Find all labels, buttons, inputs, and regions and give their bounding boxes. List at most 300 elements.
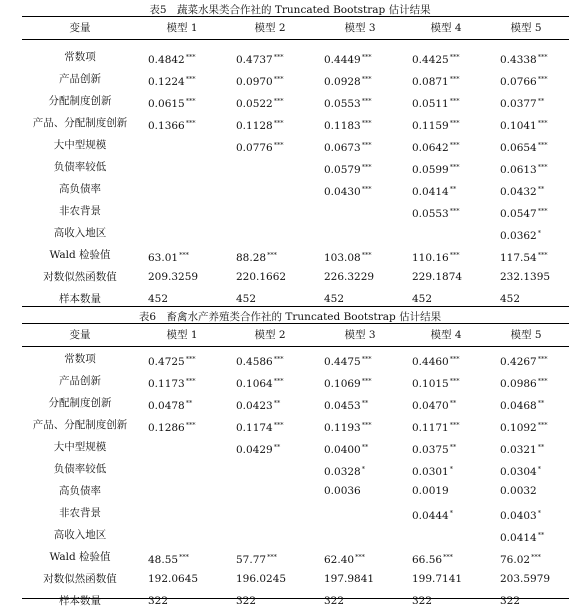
row-label: 分配制度创新	[48, 95, 112, 107]
significance-stars: ***	[537, 355, 548, 363]
significance-stars: *	[537, 509, 541, 517]
table-cell	[500, 483, 537, 499]
row-label: 产品创新	[59, 73, 101, 85]
table-cell	[236, 373, 284, 392]
table-cell	[324, 247, 372, 266]
table-row	[22, 505, 569, 521]
table-cell	[148, 395, 192, 414]
significance-stars: ***	[449, 119, 460, 127]
table-rule	[22, 323, 569, 324]
table-cell	[500, 461, 541, 480]
table-cell	[500, 203, 548, 222]
significance-stars: **	[537, 399, 545, 407]
significance-stars: **	[185, 399, 193, 407]
table-cell	[236, 291, 256, 307]
table-cell	[148, 247, 189, 266]
cell-value: 0.0453	[324, 400, 361, 412]
cell-value: 0.0362	[500, 230, 537, 242]
table-cell	[412, 571, 462, 587]
cell-value: 452	[324, 293, 345, 305]
row-label: 产品创新	[59, 375, 101, 387]
column-header: 模型 3	[344, 22, 376, 34]
cell-value: 76.02	[500, 554, 531, 566]
significance-stars: ***	[361, 163, 372, 171]
table-rule	[22, 346, 569, 347]
significance-stars: ***	[361, 421, 372, 429]
table-row	[22, 439, 569, 455]
significance-stars: ***	[361, 97, 372, 105]
table-cell	[500, 225, 541, 244]
table-rule	[22, 39, 569, 40]
table-cell	[412, 49, 460, 68]
table-cell	[236, 593, 256, 609]
significance-stars: ***	[537, 377, 548, 385]
significance-stars: ***	[273, 355, 284, 363]
cell-value: 0.0470	[412, 400, 449, 412]
table-cell	[412, 71, 460, 90]
cell-value: 0.4338	[500, 54, 537, 66]
table-cell	[148, 571, 198, 587]
table-row	[22, 593, 569, 609]
significance-stars: ***	[273, 119, 284, 127]
table-cell	[324, 351, 372, 370]
cell-value: 0.0871	[412, 76, 449, 88]
cell-value: 0.0414	[412, 186, 449, 198]
column-header: 模型 4	[430, 329, 462, 341]
table-row	[22, 181, 569, 197]
significance-stars: ***	[355, 553, 365, 561]
cell-value: 0.0375	[412, 444, 449, 456]
cell-value: 196.0245	[236, 573, 287, 585]
table-cell	[148, 417, 196, 436]
cell-value: 0.1015	[412, 378, 449, 390]
table-cell	[236, 49, 284, 68]
cell-value: 88.28	[236, 252, 267, 264]
significance-stars: ***	[185, 421, 196, 429]
cell-value: 452	[500, 293, 521, 305]
table-cell	[236, 439, 280, 458]
table-cell	[148, 351, 196, 370]
cell-value: 63.01	[148, 252, 179, 264]
cell-value: 452	[148, 293, 169, 305]
table-cell	[324, 373, 372, 392]
table-row	[22, 527, 569, 543]
table-cell	[412, 373, 460, 392]
significance-stars: ***	[273, 75, 284, 83]
column-header: 模型 2	[254, 329, 286, 341]
significance-stars: **	[449, 185, 457, 193]
significance-stars: ***	[273, 421, 284, 429]
cell-value: 0.4267	[500, 356, 537, 368]
significance-stars: *	[537, 229, 541, 237]
row-label: 对数似然函数值	[43, 573, 117, 585]
cell-value: 62.40	[324, 554, 355, 566]
table-cell	[324, 593, 344, 609]
row-label: 负债率较低	[53, 161, 107, 173]
cell-value: 117.54	[500, 252, 537, 264]
cell-value: 57.77	[236, 554, 267, 566]
cell-value: 0.0673	[324, 142, 361, 154]
significance-stars: ***	[537, 53, 548, 61]
significance-stars: ***	[361, 119, 372, 127]
table-cell	[148, 93, 196, 112]
significance-stars: ***	[449, 251, 460, 259]
cell-value: 0.0522	[236, 98, 273, 110]
cell-value: 0.1224	[148, 76, 185, 88]
column-header: 模型 3	[344, 329, 376, 341]
cell-value: 0.0400	[324, 444, 361, 456]
table-row	[22, 291, 569, 307]
table-cell	[324, 395, 368, 414]
cell-value: 0.0579	[324, 164, 361, 176]
cell-value: 0.1069	[324, 378, 361, 390]
cell-value: 0.0511	[412, 98, 449, 110]
significance-stars: **	[273, 443, 281, 451]
table-cell	[324, 483, 361, 499]
table-cell	[500, 505, 541, 524]
cell-value: 0.0432	[500, 186, 537, 198]
row-label: 产品、分配制度创新	[32, 117, 128, 129]
table-cell	[500, 159, 548, 178]
row-label: 高负债率	[59, 485, 101, 497]
cell-value: 203.5979	[500, 573, 551, 585]
table-cell	[412, 417, 460, 436]
significance-stars: ***	[537, 141, 548, 149]
table-cell	[412, 593, 432, 609]
table-cell	[324, 269, 374, 285]
significance-stars: *	[361, 465, 365, 473]
cell-value: 0.4842	[148, 54, 185, 66]
row-label: 常数项	[64, 353, 96, 365]
table-row	[22, 247, 569, 263]
cell-value: 0.1128	[236, 120, 273, 132]
cell-value: 0.0301	[412, 466, 449, 478]
significance-stars: **	[449, 399, 457, 407]
significance-stars: ***	[449, 421, 460, 429]
table-cell	[500, 291, 520, 307]
table-row	[22, 417, 569, 433]
row-label: 高收入地区	[53, 529, 107, 541]
table-row	[22, 373, 569, 389]
significance-stars: **	[537, 185, 545, 193]
table-cell	[236, 93, 284, 112]
table-cell	[500, 593, 520, 609]
table-title: 表6 畜禽水产养殖类合作社的 Truncated Bootstrap 估计结果	[138, 311, 442, 323]
significance-stars: ***	[273, 141, 284, 149]
table-cell	[148, 269, 198, 285]
table-title: 表5 蔬菜水果类合作社的 Truncated Bootstrap 估计结果	[149, 4, 431, 16]
cell-value: 229.1874	[412, 271, 463, 283]
cell-value: 0.0615	[148, 98, 185, 110]
significance-stars: ***	[449, 75, 460, 83]
table-cell	[148, 373, 196, 392]
row-label: 高负债率	[59, 183, 101, 195]
table-cell	[412, 461, 453, 480]
row-label: 负债率较低	[53, 463, 107, 475]
table-cell	[236, 247, 277, 266]
cell-value: 0.4460	[412, 356, 449, 368]
table-cell	[412, 247, 460, 266]
cell-value: 0.0019	[412, 485, 449, 497]
cell-value: 0.0430	[324, 186, 361, 198]
row-label: 样本数量	[59, 595, 101, 607]
cell-value: 110.16	[412, 252, 449, 264]
table-cell	[412, 291, 432, 307]
cell-value: 226.3229	[324, 271, 375, 283]
table-cell	[500, 137, 548, 156]
cell-value: 0.0321	[500, 444, 537, 456]
row-label: 常数项	[64, 51, 96, 63]
cell-value: 0.1366	[148, 120, 185, 132]
table-cell	[412, 351, 460, 370]
significance-stars: ***	[361, 185, 372, 193]
significance-stars: ***	[449, 377, 460, 385]
table-row	[22, 461, 569, 477]
table-cell	[500, 269, 550, 285]
significance-stars: ***	[361, 377, 372, 385]
table-row	[22, 159, 569, 175]
cell-value: 0.1193	[324, 422, 361, 434]
table-row	[22, 269, 569, 285]
table-cell	[500, 351, 548, 370]
cell-value: 0.0654	[500, 142, 537, 154]
table-cell	[148, 593, 168, 609]
cell-value: 0.4449	[324, 54, 361, 66]
column-header: 模型 4	[430, 22, 462, 34]
table-cell	[148, 549, 189, 568]
table-cell	[324, 417, 372, 436]
row-label: 大中型规模	[53, 441, 107, 453]
cell-value: 0.0928	[324, 76, 361, 88]
table-cell	[236, 395, 280, 414]
table-cell	[500, 527, 544, 546]
table-cell	[324, 439, 368, 458]
cell-value: 209.3259	[148, 271, 199, 283]
cell-value: 0.0599	[412, 164, 449, 176]
table-cell	[500, 71, 548, 90]
significance-stars: ***	[179, 553, 189, 561]
significance-stars: ***	[449, 53, 460, 61]
table-row	[22, 203, 569, 219]
significance-stars: ***	[531, 553, 541, 561]
table-cell	[500, 571, 550, 587]
significance-stars: ***	[273, 53, 284, 61]
significance-stars: ***	[185, 377, 196, 385]
significance-stars: **	[449, 443, 457, 451]
cell-value: 0.4737	[236, 54, 273, 66]
table-row	[22, 225, 569, 241]
table-cell	[500, 395, 544, 414]
cell-value: 0.0414	[500, 532, 537, 544]
table-cell	[500, 247, 548, 266]
cell-value: 0.0423	[236, 400, 273, 412]
table-cell	[148, 71, 196, 90]
significance-stars: ***	[449, 141, 460, 149]
table-cell	[500, 93, 544, 112]
table-cell	[324, 71, 372, 90]
cell-value: 322	[500, 595, 521, 607]
table-cell	[412, 203, 460, 222]
table-cell	[236, 549, 277, 568]
significance-stars: ***	[361, 251, 372, 259]
significance-stars: ***	[537, 207, 548, 215]
table-cell	[324, 115, 372, 134]
significance-stars: ***	[179, 251, 189, 259]
table-cell	[324, 137, 372, 156]
table-row	[22, 483, 569, 499]
table-cell	[500, 115, 548, 134]
table-cell	[148, 115, 196, 134]
significance-stars: **	[537, 443, 545, 451]
significance-stars: ***	[449, 163, 460, 171]
significance-stars: ***	[185, 97, 196, 105]
significance-stars: **	[361, 399, 369, 407]
table-row	[22, 115, 569, 131]
cell-value: 232.1395	[500, 271, 551, 283]
table-rule	[22, 16, 569, 17]
table-row	[22, 395, 569, 411]
cell-value: 0.1174	[236, 422, 273, 434]
table-cell	[500, 439, 544, 458]
significance-stars: **	[537, 531, 545, 539]
cell-value: 0.0970	[236, 76, 273, 88]
row-label: Wald 检验值	[49, 249, 111, 261]
significance-stars: ***	[273, 377, 284, 385]
table-cell	[148, 49, 196, 68]
significance-stars: *	[449, 465, 453, 473]
cell-value: 0.1286	[148, 422, 185, 434]
cell-value: 0.0328	[324, 466, 361, 478]
table-row	[22, 571, 569, 587]
table-cell	[324, 93, 372, 112]
cell-value: 0.0613	[500, 164, 537, 176]
cell-value: 0.0036	[324, 485, 361, 497]
table-cell	[412, 159, 460, 178]
table-row	[22, 137, 569, 153]
table-cell	[236, 417, 284, 436]
table-cell	[412, 181, 456, 200]
cell-value: 0.1064	[236, 378, 273, 390]
significance-stars: ***	[185, 53, 196, 61]
cell-value: 0.0377	[500, 98, 537, 110]
cell-value: 0.4475	[324, 356, 361, 368]
cell-value: 199.7141	[412, 573, 463, 585]
significance-stars: ***	[185, 75, 196, 83]
row-label: 大中型规模	[53, 139, 107, 151]
significance-stars: ***	[361, 75, 372, 83]
row-label: 对数似然函数值	[43, 271, 117, 283]
cell-value: 48.55	[148, 554, 179, 566]
significance-stars: ***	[267, 553, 277, 561]
table-cell	[412, 505, 453, 524]
table-cell	[324, 549, 365, 568]
cell-value: 0.0478	[148, 400, 185, 412]
table-cell	[324, 159, 372, 178]
cell-value: 0.1159	[412, 120, 449, 132]
table-cell	[500, 417, 548, 436]
significance-stars: *	[537, 465, 541, 473]
row-label: Wald 检验值	[49, 551, 111, 563]
table-row	[22, 49, 569, 65]
table-row	[22, 93, 569, 109]
significance-stars: **	[537, 97, 545, 105]
table-cell	[412, 137, 460, 156]
cell-value: 0.4586	[236, 356, 273, 368]
significance-stars: ***	[537, 251, 548, 259]
cell-value: 192.0645	[148, 573, 199, 585]
table-cell	[412, 93, 460, 112]
row-label: 非农背景	[59, 507, 101, 519]
table-cell	[148, 291, 168, 307]
cell-value: 0.0776	[236, 142, 273, 154]
row-label: 分配制度创新	[48, 397, 112, 409]
table-row	[22, 351, 569, 367]
table-cell	[412, 549, 453, 568]
significance-stars: ***	[273, 97, 284, 105]
cell-value: 0.0547	[500, 208, 537, 220]
significance-stars: ***	[361, 141, 372, 149]
table-header-row	[22, 327, 569, 343]
table-cell	[500, 49, 548, 68]
table-cell	[236, 71, 284, 90]
cell-value: 0.0444	[412, 510, 449, 522]
significance-stars: ***	[537, 163, 548, 171]
table-cell	[324, 181, 372, 200]
table-cell	[236, 115, 284, 134]
cell-value: 0.1173	[148, 378, 185, 390]
significance-stars: ***	[449, 97, 460, 105]
cell-value: 322	[412, 595, 433, 607]
significance-stars: ***	[537, 119, 548, 127]
significance-stars: ***	[267, 251, 277, 259]
significance-stars: ***	[449, 207, 460, 215]
table-cell	[500, 373, 548, 392]
table-header-row	[22, 20, 569, 36]
table-cell	[500, 181, 544, 200]
row-label: 产品、分配制度创新	[32, 419, 128, 431]
column-header: 模型 2	[254, 22, 286, 34]
significance-stars: ***	[443, 553, 453, 561]
cell-value: 0.0468	[500, 400, 537, 412]
table-cell	[324, 461, 365, 480]
row-label: 非农背景	[59, 205, 101, 217]
significance-stars: **	[273, 399, 281, 407]
cell-value: 0.0553	[412, 208, 449, 220]
table-cell	[236, 571, 286, 587]
cell-value: 0.1041	[500, 120, 537, 132]
row-label: 高收入地区	[53, 227, 107, 239]
cell-value: 452	[236, 293, 257, 305]
cell-value: 0.1171	[412, 422, 449, 434]
column-header: 模型 5	[510, 329, 542, 341]
cell-value: 0.1092	[500, 422, 537, 434]
cell-value: 0.0429	[236, 444, 273, 456]
cell-value: 0.0766	[500, 76, 537, 88]
significance-stars: ***	[537, 75, 548, 83]
column-header: 变量	[69, 22, 91, 34]
significance-stars: ***	[537, 421, 548, 429]
table-cell	[412, 439, 456, 458]
cell-value: 0.0032	[500, 485, 537, 497]
table-cell	[236, 269, 286, 285]
row-label: 样本数量	[59, 293, 101, 305]
table-cell	[324, 49, 372, 68]
table-cell	[236, 137, 284, 156]
cell-value: 0.0642	[412, 142, 449, 154]
significance-stars: ***	[185, 119, 196, 127]
cell-value: 452	[412, 293, 433, 305]
cell-value: 197.9841	[324, 573, 375, 585]
